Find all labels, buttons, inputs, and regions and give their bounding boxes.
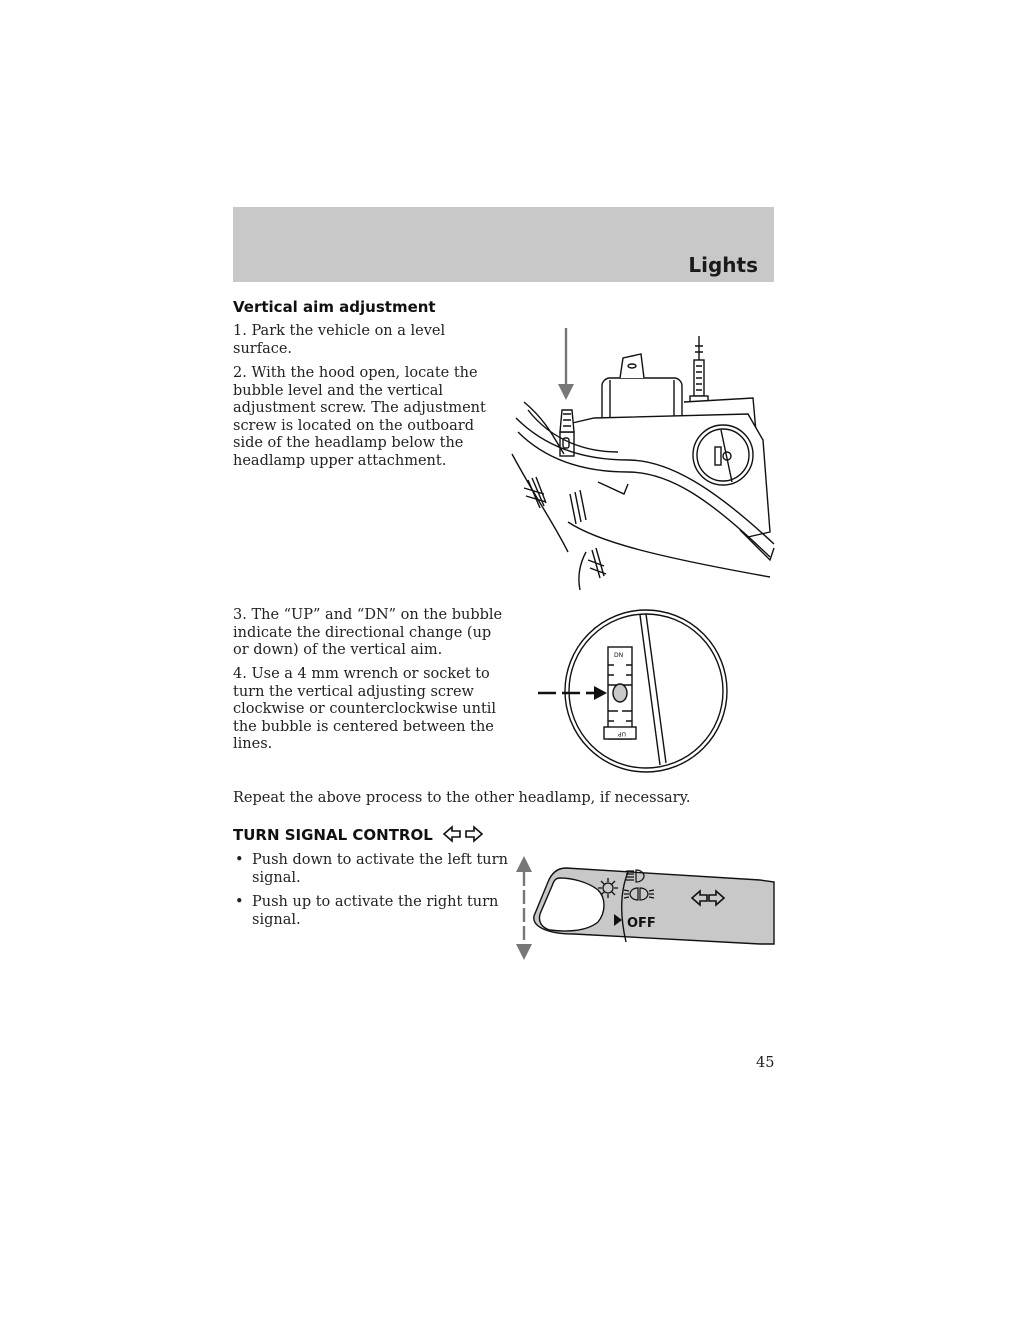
step-4: 4. Use a 4 mm wrench or socket to turn the vertical adjusting screw clockwise or counterclockwise until the bubble is centered between the lines. <box>233 666 497 752</box>
turn-signal-arrows-icon <box>442 825 484 843</box>
step-3: 3. The “UP” and “DN” on the bubble indicate the directional change (up or down) of the vertical aim. <box>233 607 503 658</box>
page-number: 45 <box>756 1055 775 1071</box>
list-item: • Push down to activate the left turn signal. <box>233 852 508 887</box>
vertical-aim-heading: Vertical aim adjustment <box>233 298 436 316</box>
headlamp-illustration <box>508 322 778 594</box>
level-dn-label: DN <box>614 652 624 659</box>
turn-signal-heading-text: TURN SIGNAL CONTROL <box>233 826 433 844</box>
list-item: • Push up to activate the right turn signal. <box>233 894 508 929</box>
turn-signal-heading <box>233 825 484 844</box>
turn-signal-bullets <box>233 852 508 936</box>
off-label: OFF <box>627 916 656 931</box>
repeat-note: Repeat the above process to the other headlamp, if necessary. <box>233 790 691 806</box>
turn-signal-stalk-illustration <box>510 852 776 964</box>
section-title: Lights <box>688 253 758 277</box>
step-1: 1. Park the vehicle on a level surface. <box>233 323 446 357</box>
section-header-band <box>233 207 774 282</box>
bubble-level-illustration <box>534 605 734 777</box>
level-up-label: UP <box>617 730 626 737</box>
step-2: 2. With the hood open, locate the bubble level and the vertical adjustment screw. The adjustment screw is located on the outboard side of the headlamp below the headlamp upper attachment. <box>233 365 486 469</box>
